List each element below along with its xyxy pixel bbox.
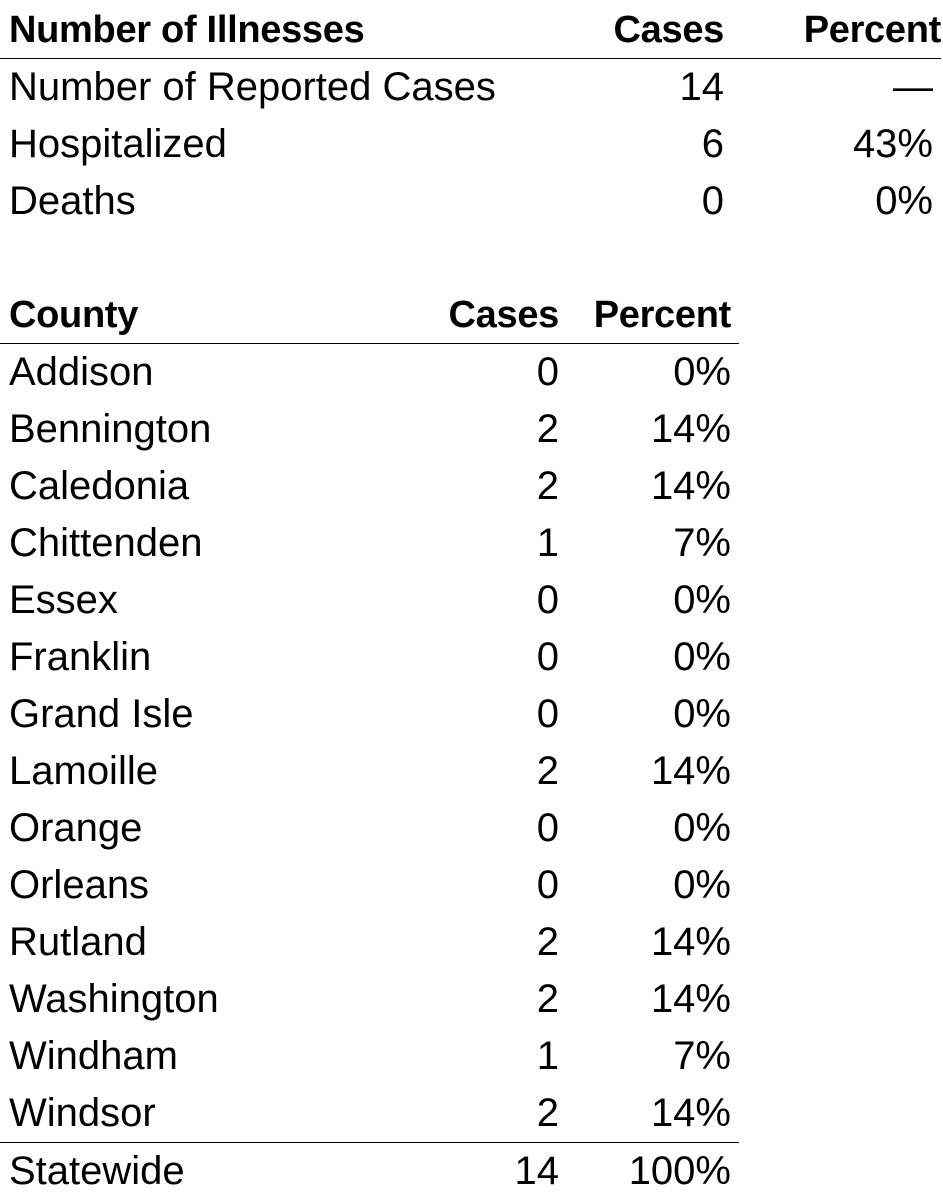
table-row [0,629,739,686]
table-row [0,173,941,230]
county-cases: 2 [405,743,559,800]
county-cases: 2 [405,458,559,515]
county-name: Bennington [0,401,405,458]
county-percent: 0% [559,629,739,686]
county-percent: 0% [559,800,739,857]
county-percent: 0% [559,686,739,743]
table-row [0,1028,739,1085]
county-percent: 7% [559,1028,739,1085]
table-row [0,743,739,800]
table-header-row [0,3,941,59]
total-percent: 100% [559,1143,739,1200]
county-percent: 7% [559,515,739,572]
header-percent: Percent [559,288,739,344]
county-name: Addison [0,344,405,402]
table-header-row [0,288,739,344]
county-percent: 14% [559,401,739,458]
row-label: Deaths [0,173,556,230]
header-number-of-illnesses: Number of Illnesses [0,3,556,59]
county-percent: 14% [559,914,739,971]
table-row [0,686,739,743]
county-cases: 0 [405,629,559,686]
county-name: Washington [0,971,405,1028]
county-percent: 0% [559,857,739,914]
county-cases: 0 [405,572,559,629]
county-name: Chittenden [0,515,405,572]
county-cases: 0 [405,686,559,743]
header-cases: Cases [405,288,559,344]
county-cases: 0 [405,344,559,402]
county-name: Caledonia [0,458,405,515]
header-cases: Cases [556,3,732,59]
county-name: Orange [0,800,405,857]
county-name: Franklin [0,629,405,686]
table-row [0,59,941,117]
row-cases: 0 [556,173,732,230]
table-row [0,344,739,402]
table-row [0,515,739,572]
county-table [0,288,739,1200]
county-name: Grand Isle [0,686,405,743]
county-cases: 0 [405,800,559,857]
row-label: Number of Reported Cases [0,59,556,117]
county-name: Essex [0,572,405,629]
row-label: Hospitalized [0,116,556,173]
row-percent: 0% [732,173,941,230]
table-row [0,572,739,629]
header-percent: Percent [732,3,941,59]
row-percent: — [732,59,941,117]
table-row [0,857,739,914]
county-percent: 14% [559,743,739,800]
row-cases: 14 [556,59,732,117]
table-row [0,1085,739,1143]
total-cases: 14 [405,1143,559,1200]
header-county: County [0,288,405,344]
table-row [0,401,739,458]
county-percent: 14% [559,458,739,515]
county-name: Rutland [0,914,405,971]
county-cases: 2 [405,914,559,971]
statewide-total-row [0,1143,739,1200]
county-cases: 1 [405,1028,559,1085]
county-name: Orleans [0,857,405,914]
county-percent: 0% [559,572,739,629]
table-row [0,116,941,173]
county-cases: 2 [405,971,559,1028]
total-label: Statewide [0,1143,405,1200]
county-percent: 14% [559,971,739,1028]
table-row [0,800,739,857]
county-cases: 2 [405,401,559,458]
county-percent: 14% [559,1085,739,1143]
row-cases: 6 [556,116,732,173]
illness-summary-table [0,3,941,230]
county-cases: 1 [405,515,559,572]
county-cases: 2 [405,1085,559,1143]
table-row [0,458,739,515]
row-percent: 43% [732,116,941,173]
county-percent: 0% [559,344,739,402]
table-row [0,971,739,1028]
county-name: Windsor [0,1085,405,1143]
county-cases: 0 [405,857,559,914]
county-name: Lamoille [0,743,405,800]
table-row [0,914,739,971]
county-name: Windham [0,1028,405,1085]
